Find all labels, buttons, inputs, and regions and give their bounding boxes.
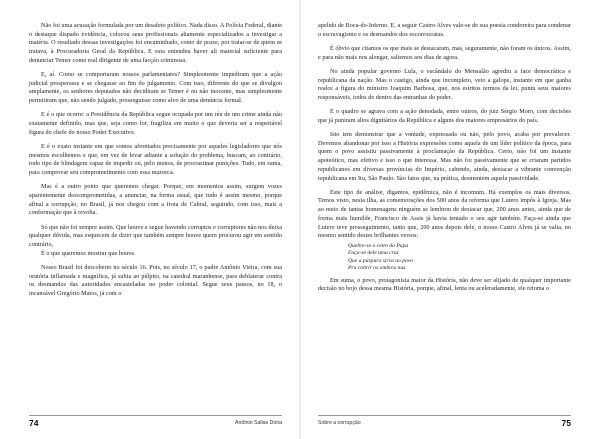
left-footer	[29, 415, 282, 430]
paragraph: Este tipo de análise, digamos, epidêmica, não é incomum. Há exemplos os mais diversos. Temos visto, nesta ilha, as comemorações dos 500 anos da reforma que Lutero impôs à Igreja. Mas ao meio de tantas homenagens ninguém se lembrou de destacar que, 200 anos antes, ainda que de forma mais humilde, Francisco de Assis já havia tentado o seu agir também. Faça-se ainda que Lutero teve prosseguimento, tanto que, 200 anos depois dele, o nosso Castro Alves já se valia, no mesmo sentido destes brilhantes versos:	[318, 189, 571, 240]
paragraph: apelido de Boca-do-Inferno. E, a seguir Castro Alves vale-se de sua poesia condoreira para condenar o escravagismo e os desmandos dos escravocratas.	[318, 23, 571, 38]
paragraph: E, aí. Como se comportaram nossos parlamentares? Simplesmente impediram que a ação judicial prosperasse e se chegasse ao fim do julgamento. Com isso, diferente do que se divulgou amplamente, os senhores deputados não decidiram se Temer é ou não inocente, mas simplesmente permitiram que, não sendo julgado, prosseguisse como alvo de uma denúncia formal.	[29, 72, 282, 105]
paragraph: Não foi uma acusação formulada por um desafeto político. Nada disso. A Polícia Federal, diante o destaque dispado evidência, colocou seus profissionais altamente especializados a investigar a matéria. O resultado dessas investigações foi encaminhado, como de praxe, por tratar-se de quem se tratava, à Procuradoria Geral da República. E esta entendeu haver ali material suficiente para denunciar Temer como real dirigente de uma facção criminosa.	[29, 23, 282, 64]
paragraph: E é o exato instante em que somos afrontados precisamente por aqueles legisladores que nós mesmos escolhemos e que, em vez de levar adiante a solução do problema, buscam, ao contrário, todo tipo de blindagem capaz de impedir ou, pelo menos, de procrastinar punições. Tudo, em suma, para comprovar seu comprometimento com essa mazorca.	[29, 143, 282, 177]
verse-line: Faça-se dele uma cruz	[348, 250, 399, 257]
paragraph: No ainda popular governo Lula, o escândalo do Mensalão agrediu a face democrática e republicana da nação. Mas o castigo, ainda que incompleto, veio a galope, instante em que ganha realce a figura do ministro Joaquim Barbosa, que, nos estritos termos da lei, puniu seus maiores responsáveis, todos de dentro das entranhas do poder.	[318, 68, 571, 101]
running-head-title: Sobre a corrupção	[318, 420, 361, 426]
verse-line: Que a púrpura sirva ao povo	[348, 257, 414, 264]
right-page	[300, 0, 600, 439]
paragraph: Só que não foi sempre assim. Que houve e segue havendo corruptos e corruptores não nos deixa qualquer dúvida, mas esquecem de dizer que também sempre houve quem procurou agir em sentido contrário,	[29, 224, 282, 248]
paragraph: Nosso Brasil foi descoberto no século 16. Pois, no século 17, o padre Antônio Vieira, com sua oratória inflamada e magnífica, já subia ao púlpito, na catedral maranhense, para deblaterar contra os desmandos das autoridades encasteladas no poder colonial. Segue seus passos, no 18, o incansável Gregório Matos, já com o	[29, 264, 282, 297]
paragraph: E o quadro se agrava com a ação denodada, entre outros, do juiz Sérgio Moro, com decisões que já puniram altos dignitários da República e alguns dos maiores empresários do país.	[318, 109, 571, 124]
paragraph: É o que queremos mostrar que houve.	[41, 250, 136, 257]
paragraph: Mas é a outro ponto que queremos chegar. Porque, em momentos assim, surgem vozes aparentemente descomprometidas, a anunciar, na forma usual, que tudo é assim mesmo, porque afinal a corrupção, no Brasil, já nos chegou com a frota de Cabral, seguindo, com isso, mais a conformação que à revolta.	[29, 184, 282, 217]
paragraph: Em suma, o povo, protagonista maior da História, não deve ser alijado de qualquer importante decisão no bojo dessa mesma História, porque, afinal, lenta ou aceleradamente, ele retoma o	[318, 277, 571, 293]
running-head-author: Antônio Sallas Dória	[234, 420, 282, 426]
right-text-column	[318, 22, 571, 294]
left-text-column	[29, 22, 282, 299]
paragraph: E é o que ocorre: a Presidência da República segue ocupada por um réu de um crime ainda não exatamente definido, mas que, seja como for, fragiliza em muito o que deveria ser a respeitável figura do chefe do nosso Poder Executivo.	[29, 112, 282, 136]
page-number: 74	[29, 418, 39, 428]
page-number: 75	[561, 418, 571, 428]
verse-line: Quebre-se o cetro do Papa	[348, 242, 409, 249]
verse-line: Pra cobrir os ombros nus.	[348, 265, 407, 272]
paragraph: Isto tem demonstrar que a vontade, expressada ou não, pelo povo, acaba por prevalecer. Devemos abandonar por isso a História expressões como aquela de um líder político da época, para quem o povo assistiu passivamente à proclamação da República. Certo, não foi um instante apoteótico, mas efetivo e isso o que interessa. Mas não foi passivamente que se criaram partidos republicanos em diversas províncias do Império, cabendo, ainda, destacar a vibrante convenção republicana em Itu, São Paulo. São fatos que, na prática, desmentem aquela passividade.	[318, 132, 571, 182]
right-footer	[318, 415, 571, 430]
verse-quote	[348, 243, 571, 273]
paragraph: É óbvio que citamos os que mais se destacaram, mas, seguramente, não foram os únicos. Assim, e para não mais nos alongar, saltemos aos dias de agora.	[318, 45, 571, 61]
